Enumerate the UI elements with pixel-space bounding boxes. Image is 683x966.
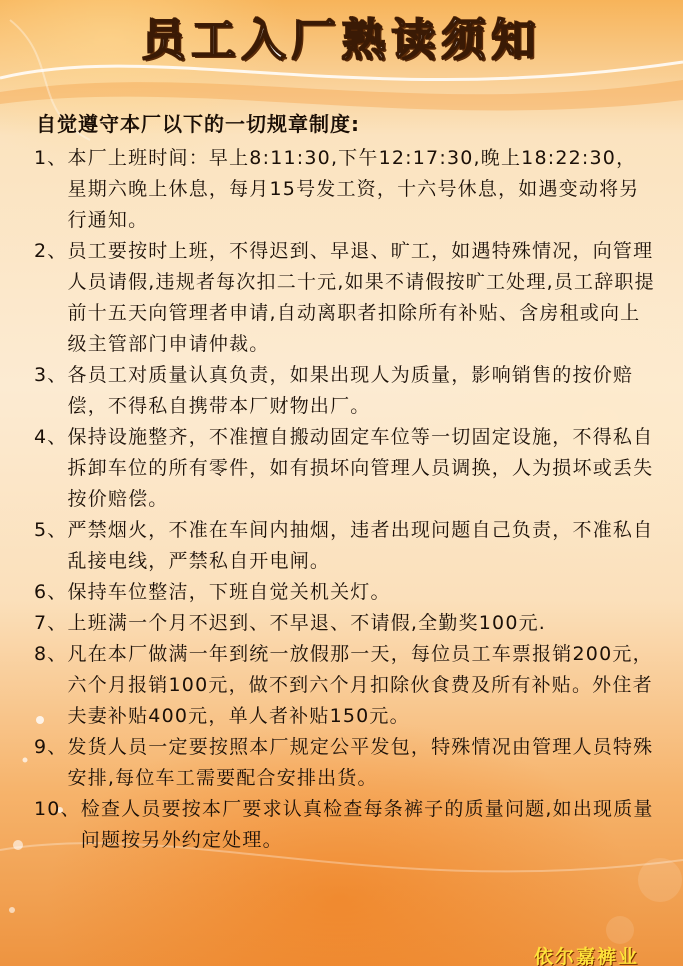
rule-text: 保持设施整齐，不准擅自搬动固定车位等一切固定设施，不得私自拆卸车位的所有零件，如有损坏向管理人员调换，人为损坏或丢失按价赔偿。 [67,426,654,510]
sparkle [13,840,23,850]
bokeh [638,858,682,902]
rule-item [34,360,656,422]
rule-number: 5、 [34,519,68,541]
rule-number: 2、 [34,240,68,262]
rule-number: 9、 [34,736,68,758]
rule-number: 10、 [34,798,81,820]
rule-item [34,732,656,794]
rule-text: 凡在本厂做满一年到统一放假那一天，每位员工车票报销200元，六个月报销100元，做不到六个月扣除伙食费及所有补贴。外住者夫妻补贴400元，单人者补贴150元。 [67,643,653,727]
header-swoosh-band [0,80,683,110]
rule-item [34,639,656,732]
rule-text: 严禁烟火，不准在车间内抽烟，违者出现问题自己负责，不准私自乱接电线，严禁私自开电闸。 [67,519,654,572]
rules-list [34,143,656,856]
bokeh [606,916,634,944]
sparkle [9,907,15,913]
rule-item [34,143,656,236]
rule-item [34,422,656,515]
rule-text: 保持车位整洁，下班自觉关机关灯。 [67,581,391,603]
rule-item [34,236,656,360]
rule-text: 各员工对质量认真负责，如果出现人为质量，影响销售的按价赔偿，不得私自携带本厂财物出厂。 [67,364,634,417]
sparkle [23,758,28,763]
rule-text: 检查人员要按本厂要求认真检查每条裤子的质量问题,如出现质量问题按另外约定处理。 [80,798,654,851]
rule-number: 7、 [34,612,68,634]
rule-text: 上班满一个月不迟到、不早退、不请假,全勤奖100元. [67,612,547,634]
rule-number: 1、 [34,147,68,169]
rule-number: 3、 [34,364,68,386]
rule-text: 员工要按时上班，不得迟到、早退、旷工，如遇特殊情况，向管理人员请假,违规者每次扣二十元,如果不请假按旷工处理,员工辞职提前十五天向管理者申请,自动离职者扣除所有补贴、含房租或向上级主管部门申请仲裁。 [67,240,655,355]
rule-text: 发货人员一定要按照本厂规定公平发包，特殊情况由管理人员特殊安排,每位车工需要配合安排出货。 [67,736,654,789]
rule-number: 8、 [34,643,68,665]
rule-item [34,515,656,577]
poster-title: 员工入厂熟读须知 [141,15,542,66]
rule-number: 6、 [34,581,68,603]
rule-item [34,608,656,639]
rule-item [34,794,656,856]
rules-intro-heading: 自觉遵守本厂以下的一切规章制度: [36,112,360,136]
rule-number: 4、 [34,426,68,448]
rule-text: 本厂上班时间：早上8:11:30,下午12:17:30,晚上18:22:30，星期六晚上休息，每月15号发工资，十六号休息，如遇变动将另行通知。 [67,147,640,231]
company-name: 依尔嘉裤业 [533,946,639,966]
rule-item [34,577,656,608]
